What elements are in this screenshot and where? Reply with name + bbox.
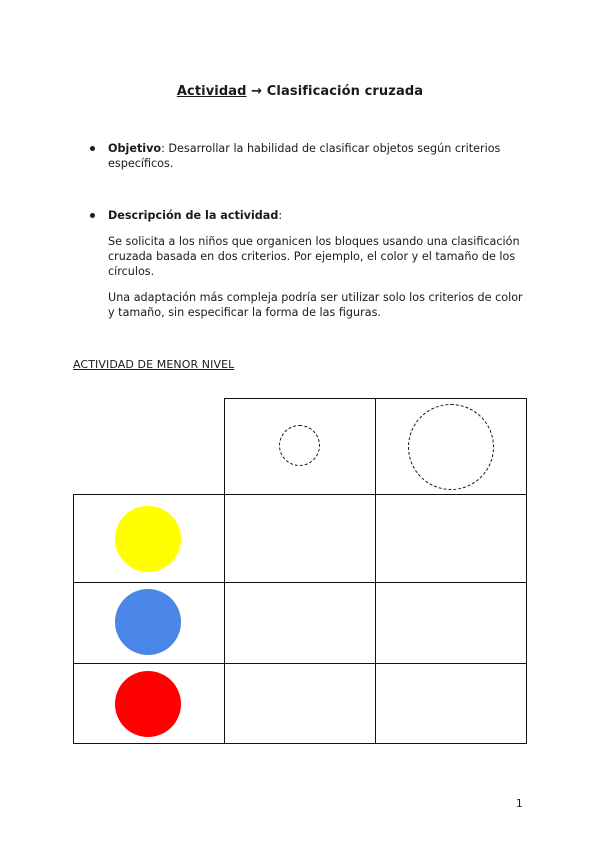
page-title — [0, 84, 600, 99]
description-colon: : — [278, 209, 283, 222]
bullet-icon — [90, 146, 95, 151]
description-paragraph-1: Se solicita a los niños que organicen los bloques usando una clasificación cruzada basada en dos criterios. Por ejemplo, el color y el tamaño de los círculos. — [108, 235, 520, 278]
title-subject: → Clasificación cruzada — [246, 84, 424, 99]
red-circle-icon — [115, 671, 181, 737]
description-bullet — [108, 208, 528, 223]
objective-text: : Desarrollar la habilidad de clasificar objetos según criterios específicos. — [108, 142, 501, 170]
grid-line — [375, 398, 376, 744]
bullet-icon — [90, 213, 95, 218]
blue-circle-icon — [115, 589, 181, 655]
description-paragraph-2: Una adaptación más compleja podría ser utilizar solo los criterios de color y tamaño, sin especificar la forma de las figuras. — [108, 291, 523, 319]
title-activity: Actividad — [176, 84, 247, 99]
section-title: ACTIVIDAD DE MENOR NIVEL — [73, 358, 235, 371]
grid-line — [73, 582, 527, 583]
yellow-circle-icon — [115, 506, 181, 572]
grid-line — [224, 398, 225, 744]
grid-line — [73, 743, 527, 744]
grid-line — [73, 663, 527, 664]
grid-line — [73, 494, 74, 744]
page-number: 1 — [516, 798, 523, 810]
description-label: Descripción de la actividad — [108, 209, 279, 222]
small-circle-outline-icon — [279, 425, 320, 466]
large-circle-outline-icon — [408, 404, 494, 490]
grid-line — [526, 398, 527, 744]
objective-label: Objetivo — [108, 142, 162, 155]
objective-bullet — [108, 141, 528, 171]
grid-line — [73, 494, 527, 495]
